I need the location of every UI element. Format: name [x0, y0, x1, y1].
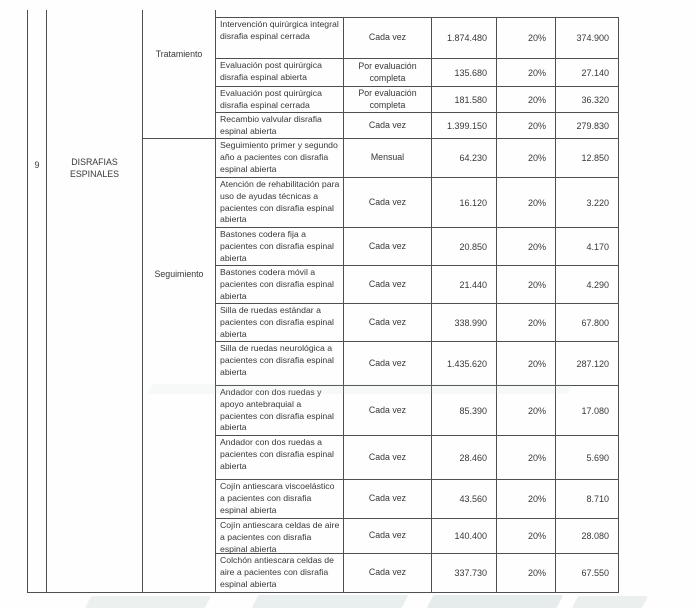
- copay-percent: 20%: [497, 266, 556, 304]
- frequency: Cada vez: [344, 480, 432, 519]
- frequency: Cada vez: [344, 228, 432, 266]
- tariff-amount: 85.390: [432, 386, 497, 436]
- frequency: Cada vez: [344, 178, 432, 228]
- service-description: Bastones codera móvil a pacientes con disrafia espinal abierta: [216, 266, 344, 304]
- frequency: Cada vez: [344, 113, 432, 139]
- frequency: Cada vez: [344, 436, 432, 480]
- category-cell: [47, 10, 143, 593]
- watermark-smudge: [427, 595, 564, 608]
- copay-percent: 20%: [497, 139, 556, 178]
- tariff-amount: 1.435.620: [432, 342, 497, 386]
- copay-amount: 4.290: [556, 266, 619, 304]
- watermark-smudge: [147, 384, 572, 394]
- tariff-amount: 16.120: [432, 178, 497, 228]
- frequency: Por evaluación completa: [344, 87, 432, 113]
- service-description: Silla de ruedas neurológica a pacientes con disrafia espinal abierta: [216, 342, 344, 386]
- frequency: Por evaluación completa: [344, 59, 432, 87]
- tariff-amount: 43.560: [432, 480, 497, 519]
- group-treatment-label: Tratamiento: [155, 49, 203, 59]
- copay-percent: 20%: [497, 554, 556, 593]
- copay-amount: 67.800: [556, 304, 619, 342]
- service-description: Silla de ruedas estándar a pacientes con disrafia espinal abierta: [216, 304, 344, 342]
- copay-amount: 287.120: [556, 342, 619, 386]
- copay-amount: 279.830: [556, 113, 619, 139]
- copay-percent: 20%: [497, 480, 556, 519]
- tariff-amount: 338.990: [432, 304, 497, 342]
- service-description: Andador con dos ruedas a pacientes con disrafia espinal abierta: [216, 436, 344, 480]
- group-followup-label: Seguimiento: [154, 269, 204, 279]
- service-description: Cojín antiescara celdas de aire a pacientes con disrafia espinal abierta: [216, 519, 344, 554]
- copay-percent: 20%: [497, 18, 556, 59]
- row-number-cell: [27, 10, 47, 593]
- row-number: 9: [34, 160, 40, 170]
- copay-percent: 20%: [497, 304, 556, 342]
- copay-amount: 67.550: [556, 554, 619, 593]
- tariff-amount: 28.460: [432, 436, 497, 480]
- copay-percent: 20%: [497, 87, 556, 113]
- category-label: DISRAFIAS ESPINALES: [70, 157, 119, 179]
- tariff-amount: 64.230: [432, 139, 497, 178]
- frequency: Cada vez: [344, 266, 432, 304]
- service-description: Recambio valvular disrafia espinal abierta: [216, 113, 344, 139]
- copay-amount: 4.170: [556, 228, 619, 266]
- frequency: Cada vez: [344, 519, 432, 554]
- copay-percent: 20%: [497, 386, 556, 436]
- watermark-smudge: [572, 596, 648, 608]
- service-description: Andador con dos ruedas y apoyo antebraquial a pacientes con disrafia espinal abierta: [216, 386, 344, 436]
- copay-amount: 27.140: [556, 59, 619, 87]
- tariff-amount: 337.730: [432, 554, 497, 593]
- copay-percent: 20%: [497, 178, 556, 228]
- tariff-amount: 21.440: [432, 266, 497, 304]
- copay-amount: 3.220: [556, 178, 619, 228]
- copay-percent: 20%: [497, 342, 556, 386]
- tariff-amount: 1.874.480: [432, 18, 497, 59]
- service-description: Cojín antiescara viscoelástico a pacientes con disrafia espinal abierta: [216, 480, 344, 519]
- frequency: Mensual: [344, 139, 432, 178]
- copay-percent: 20%: [497, 519, 556, 554]
- group-followup-cell: [143, 139, 215, 593]
- tariff-amount: 181.580: [432, 87, 497, 113]
- copay-amount: 8.710: [556, 480, 619, 519]
- watermark-smudge: [85, 596, 211, 608]
- tariff-amount: 1.399.150: [432, 113, 497, 139]
- copay-amount: 28.080: [556, 519, 619, 554]
- copay-amount: 17.080: [556, 386, 619, 436]
- copay-amount: 36.320: [556, 87, 619, 113]
- frequency: Cada vez: [344, 386, 432, 436]
- service-description: Bastones codera fija a pacientes con disrafia espinal abierta: [216, 228, 344, 266]
- service-description: Colchón antiescara celdas de aire a pacientes con disrafia espinal abierta: [216, 554, 344, 593]
- watermark-smudge: [252, 595, 409, 608]
- service-description: Intervención quirúrgica integral disrafia espinal cerrada: [216, 18, 344, 59]
- frequency: Cada vez: [344, 304, 432, 342]
- frequency: Cada vez: [344, 554, 432, 593]
- service-description: Evaluación post quirúrgica disrafia espinal cerrada: [216, 87, 344, 113]
- service-description: Atención de rehabilitación para uso de ayudas técnicas a pacientes con disrafia espinal abierta: [216, 178, 344, 228]
- service-description: Evaluación post quirúrgica disrafia espinal abierta: [216, 59, 344, 87]
- tariff-amount: 135.680: [432, 59, 497, 87]
- frequency: Cada vez: [344, 342, 432, 386]
- copay-percent: 20%: [497, 59, 556, 87]
- copay-percent: 20%: [497, 113, 556, 139]
- copay-amount: 374.900: [556, 18, 619, 59]
- copay-percent: 20%: [497, 436, 556, 480]
- copay-amount: 5.690: [556, 436, 619, 480]
- group-treatment-cell: [143, 10, 215, 139]
- tariff-amount: 140.400: [432, 519, 497, 554]
- tariff-amount: 20.850: [432, 228, 497, 266]
- group-column: [143, 10, 216, 593]
- copay-amount: 12.850: [556, 139, 619, 178]
- frequency: Cada vez: [344, 18, 432, 59]
- tariff-table: [216, 17, 619, 593]
- copay-percent: 20%: [497, 228, 556, 266]
- service-description: Seguimiento primer y segundo año a pacientes con disrafia espinal abierta: [216, 139, 344, 178]
